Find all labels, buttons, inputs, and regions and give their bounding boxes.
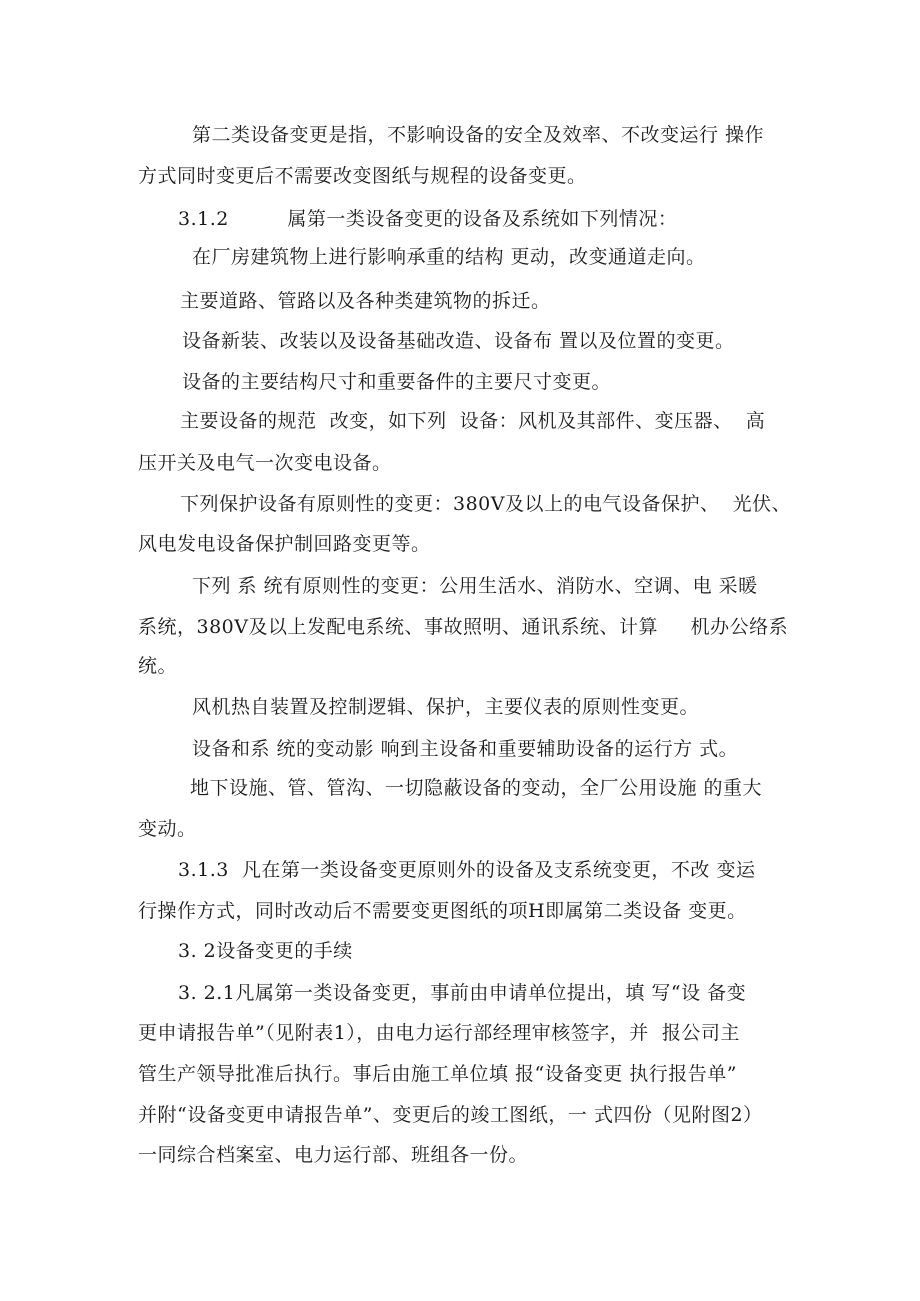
text-line: 压开关及电气一次变电设备。 xyxy=(138,452,392,474)
text-line: 地下设施、管、管沟、一切隐蔽设备的变动，全厂公用设施 的重大 xyxy=(190,777,763,799)
text-line: 设备的主要结构尺寸和重要备件的主要尺寸变更。 xyxy=(182,371,612,393)
text-line: 风机热自装置及控制逻辑、保护，主要仪表的原则性变更。 xyxy=(192,696,700,718)
text-line: 更申请报告单”（见附表1），由电力运行部经理审核签字，并 报公司主 xyxy=(138,1022,740,1044)
text-line: 系统，380V及以上发配电系统、事故照明、通讯系统、计算 机办公络系 xyxy=(138,616,789,638)
section-heading: 3. 2设备变更的手续 xyxy=(178,940,353,962)
section-heading: 3. 2.1凡属第一类设备变更，事前由申请单位提出，填 写“设 备变 xyxy=(178,982,747,1004)
text-line: 变动。 xyxy=(138,818,197,840)
text-line: 第二类设备变更是指，不影响设备的安全及效率、不改变运行 操作 xyxy=(192,124,765,146)
text-line: 方式同时变更后不需要改变图纸与规程的设备变更。 xyxy=(138,165,587,187)
text-line: 下列保护设备有原则性的变更：380V及以上的电气设备保护、 光伏、 xyxy=(180,493,792,515)
text-line: 风电发电设备保护制回路变更等。 xyxy=(138,533,431,555)
text-line: 一同综合档案室、电力运行部、班组各一份。 xyxy=(138,1144,529,1166)
section-heading: 3.1.3 凡在第一类设备变更原则外的设备及支系统变更，不改 变运 xyxy=(178,859,756,881)
text-line: 主要道路、管路以及各种类建筑物的拆迁。 xyxy=(180,290,551,312)
text-line: 设备和系 统的变动影 响到主设备和重要辅助设备的运行方 式。 xyxy=(192,738,739,760)
section-heading: 3.1.2 属第一类设备变更的设备及系统如下列情况： xyxy=(178,208,678,230)
text-line: 设备新装、改装以及设备基础改造、设备布 置以及位置的变更。 xyxy=(182,330,735,352)
text-line: 在厂房建筑物上进行影响承重的结构 更动，改变通道走向。 xyxy=(192,246,706,268)
text-line: 下列 系 统有原则性的变更：公用生活水、消防水、空调、电 采暖 xyxy=(192,575,758,597)
text-line: 主要设备的规范 改变，如下列 设备：风机及其部件、变压器、 高 xyxy=(180,410,766,432)
text-line: 行操作方式，同时改动后不需要变更图纸的项H即属第二类设备 变更。 xyxy=(138,900,747,922)
text-line: 并附“设备变更申请报告单”、变更后的竣工图纸，一 式四份（见附图2） xyxy=(138,1104,763,1126)
text-line: 统。 xyxy=(138,655,178,677)
text-line: 管生产领导批准后执行。事后由施工单位填 报“设备变更 执行报告单” xyxy=(138,1063,738,1085)
